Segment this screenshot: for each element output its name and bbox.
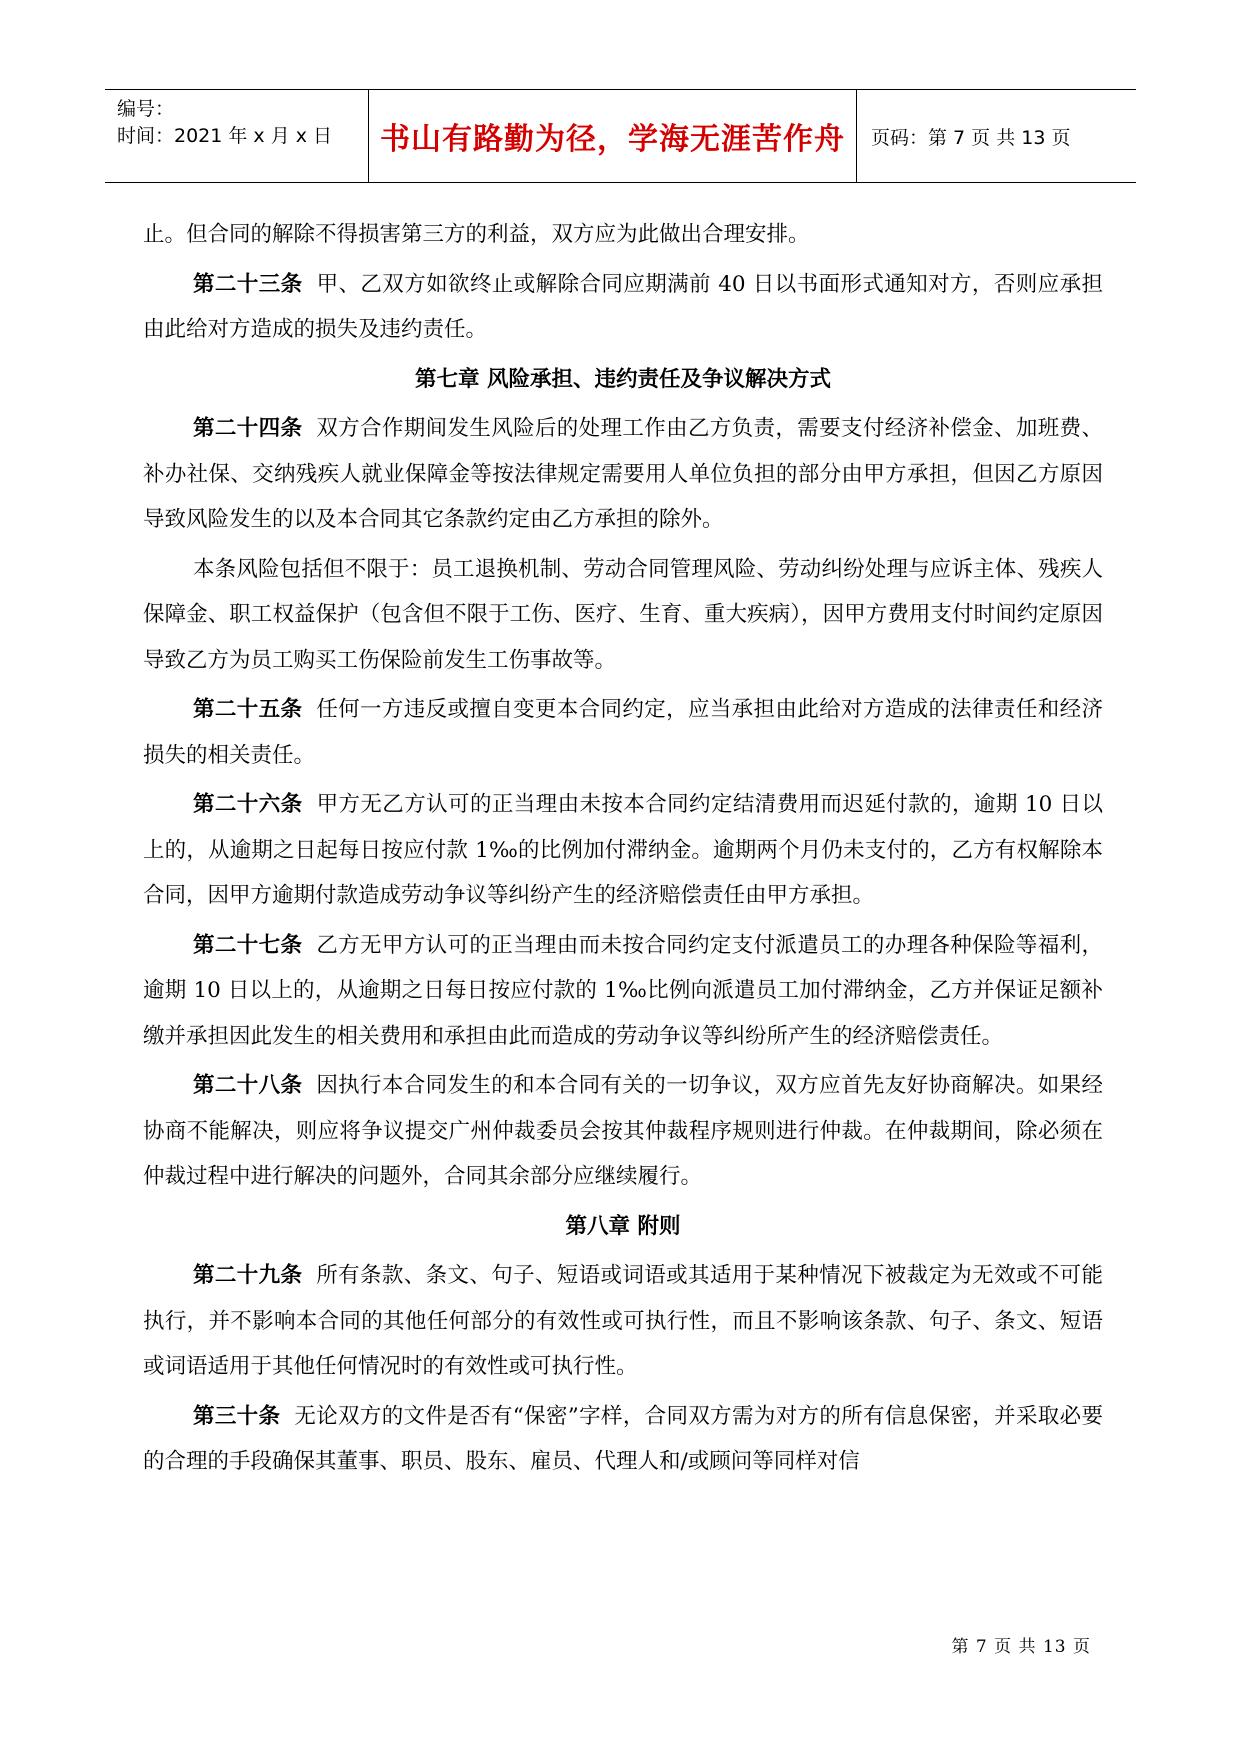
chapter-8-heading: 第八章 附则	[565, 1213, 681, 1239]
article-text: 甲、乙双方如欲终止或解除合同应期满前 40 日以书面形式通知对方，否则应承担由此给对方造成的损失及违约责任。	[143, 271, 1103, 342]
article-text: 甲方无乙方认可的正当理由未按本合同约定结清费用而迟延付款的，逾期 10 日以上的，从逾期之日起每日按应付款 1‰的比例加付滞纳金。逾期两个月仍未支付的，乙方有权解除本合同，因甲方逾期付款造成劳动争议等纠纷产生的经济赔偿责任由甲方承担。	[143, 792, 1103, 908]
paragraph-continuation: 止。但合同的解除不得损害第三方的利益，双方应为此做出合理安排。	[143, 222, 810, 247]
article-text: 无论双方的文件是否有“保密”字样，合同双方需为对方的所有信息保密，并采取必要的合理的手段确保其董事、职员、股东、雇员、代理人和/或顾问等同样对信	[143, 1403, 1103, 1474]
article-label: 第二十四条	[193, 416, 303, 441]
article-25	[143, 687, 1103, 778]
header-page-info: 页码：第 7 页 共 13 页	[871, 126, 1071, 149]
article-28	[143, 1063, 1103, 1200]
document-body	[143, 212, 1103, 1489]
article-text: 所有条款、条文、句子、短语或词语或其适用于某种情况下被裁定为无效或不可能执行，并不影响本合同的其他任何部分的有效性或可执行性，而且不影响该条款、句子、条文、短语或词语适用于其他任何情况时的有效性或可执行性。	[143, 1263, 1103, 1379]
article-text: 双方合作期间发生风险后的处理工作由乙方负责，需要支付经济补偿金、加班费、补办社保、交纳残疾人就业保障金等按法律规定需要用人单位负担的部分由甲方承担，但因乙方原因导致风险发生的以及本合同其它条款约定由乙方承担的除外。	[143, 416, 1103, 532]
article-label: 第二十八条	[193, 1073, 303, 1098]
document-number: 编号：	[117, 98, 175, 120]
article-label: 第二十三条	[193, 271, 303, 297]
article-label: 第二十五条	[193, 697, 303, 722]
document-time: 时间：2021 年 x 月 x 日	[117, 125, 333, 147]
article-23	[143, 262, 1103, 353]
article-29	[143, 1253, 1103, 1390]
article-27	[143, 923, 1103, 1060]
page-header	[105, 89, 1136, 183]
article-24	[143, 406, 1103, 543]
article-26	[143, 782, 1103, 919]
article-text: 因执行本合同发生的和本合同有关的一切争议，双方应首先友好协商解决。如果经协商不能解决，则应将争议提交广州仲裁委员会按其仲裁程序规则进行仲裁。在仲裁期间，除必须在仲裁过程中进行解决的问题外，合同其余部分应继续履行。	[143, 1073, 1103, 1189]
article-text: 乙方无甲方认可的正当理由而未按合同约定支付派遣员工的办理各种保险等福利，逾期 10 日以上的，从逾期之日每日按应付款的 1‰比例向派遣员工加付滞纳金，乙方并保证足额补缴并承担因此发生的相关费用和承担由此而造成的劳动争议等纠纷所产生的经济赔偿责任。	[143, 932, 1103, 1049]
article-30	[143, 1394, 1103, 1485]
article-text: 任何一方违反或擅自变更本合同约定，应当承担由此给对方造成的法律责任和经济损失的相关责任。	[143, 697, 1103, 768]
header-meta	[105, 90, 369, 182]
article-label: 第二十七条	[193, 932, 303, 958]
article-label: 第二十六条	[193, 792, 303, 817]
article-label: 第三十条	[193, 1403, 281, 1429]
chapter-7-heading: 第七章 风险承担、违约责任及争议解决方式	[415, 366, 831, 392]
article-label: 第二十九条	[193, 1263, 303, 1288]
article-24-note: 本条风险包括但不限于：员工退换机制、劳动合同管理风险、劳动纠纷处理与应诉主体、残疾人保障金、职工权益保护（包含但不限于工伤、医疗、生育、重大疾病），因甲方费用支付时间约定原因导致乙方为员工购买工伤保险前发生工伤事故等。	[143, 556, 1103, 673]
header-slogan: 书山有路勤为径，学海无涯苦作舟	[369, 90, 857, 182]
page-footer: 第 7 页 共 13 页	[951, 1637, 1091, 1657]
